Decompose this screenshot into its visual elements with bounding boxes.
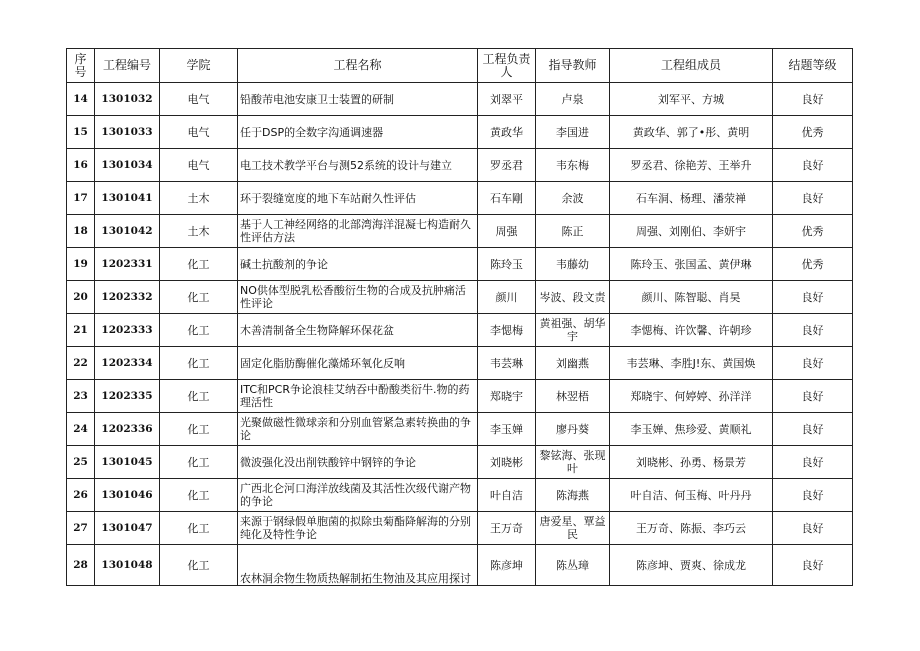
cell-project-title: 任于DSP的全数字沟通调速器 bbox=[238, 116, 478, 149]
cell-members: 李愢梅、许饮馨、许朝珍 bbox=[610, 314, 773, 347]
cell-college: 化工 bbox=[160, 413, 238, 446]
header-no: 序号 bbox=[67, 49, 95, 83]
cell-leader: 叶自洁 bbox=[478, 479, 536, 512]
cell-grade: 良好 bbox=[773, 446, 853, 479]
cell-college: 电气 bbox=[160, 83, 238, 116]
cell-leader: 周强 bbox=[478, 215, 536, 248]
cell-leader: 李愢梅 bbox=[478, 314, 536, 347]
cell-members: 韦芸琳、李胜J!东、黄国焕 bbox=[610, 347, 773, 380]
cell-advisor: 林翌梧 bbox=[536, 380, 610, 413]
cell-no: 14 bbox=[67, 83, 95, 116]
cell-members: 周强、刘刚伯、李妍宇 bbox=[610, 215, 773, 248]
cell-grade: 优秀 bbox=[773, 215, 853, 248]
cell-members: 石车洞、杨理、潘荥禅 bbox=[610, 182, 773, 215]
cell-members: 颜川、陈智聪、肖昊 bbox=[610, 281, 773, 314]
table-row bbox=[67, 314, 853, 347]
cell-advisor: 韦东梅 bbox=[536, 149, 610, 182]
cell-advisor: 陈正 bbox=[536, 215, 610, 248]
cell-project-title: 来源于钢绿假单胞菌的拟除虫菊酯降解海的分别纯化及特性争论 bbox=[238, 512, 478, 545]
cell-leader: 李玉婵 bbox=[478, 413, 536, 446]
cell-members: 郑晓宇、何婷婷、孙洋洋 bbox=[610, 380, 773, 413]
cell-project-id: 1301041 bbox=[95, 182, 160, 215]
cell-project-id: 1202336 bbox=[95, 413, 160, 446]
cell-no: 18 bbox=[67, 215, 95, 248]
cell-members: 罗丞君、徐艳芳、王举升 bbox=[610, 149, 773, 182]
cell-no: 17 bbox=[67, 182, 95, 215]
cell-members: 陈玲玉、张国孟、黄伊琳 bbox=[610, 248, 773, 281]
cell-leader: 刘晓彬 bbox=[478, 446, 536, 479]
cell-advisor: 黄祖强、胡华宇 bbox=[536, 314, 610, 347]
cell-project-title: 电工技术教学平台与测52系统的设计与建立 bbox=[238, 149, 478, 182]
cell-project-id: 1202333 bbox=[95, 314, 160, 347]
cell-project-title: 固定化脂肪酶催化藻烯环氧化反响 bbox=[238, 347, 478, 380]
cell-no: 20 bbox=[67, 281, 95, 314]
projects-table bbox=[66, 48, 853, 586]
cell-advisor: 卢泉 bbox=[536, 83, 610, 116]
cell-project-id: 1301032 bbox=[95, 83, 160, 116]
cell-project-id: 1301045 bbox=[95, 446, 160, 479]
cell-project-id: 1301046 bbox=[95, 479, 160, 512]
cell-project-title: 广西北仑河口海洋放线菌及其活性次级代谢产物的争论 bbox=[238, 479, 478, 512]
cell-members: 刘晓彬、孙勇、杨景芳 bbox=[610, 446, 773, 479]
cell-no: 25 bbox=[67, 446, 95, 479]
table-row bbox=[67, 545, 853, 586]
table-row bbox=[67, 281, 853, 314]
table-row bbox=[67, 248, 853, 281]
cell-college: 电气 bbox=[160, 149, 238, 182]
header-title: 工程名称 bbox=[238, 49, 478, 83]
cell-project-id: 1202332 bbox=[95, 281, 160, 314]
cell-grade: 良好 bbox=[773, 479, 853, 512]
cell-no: 15 bbox=[67, 116, 95, 149]
cell-project-title: 基于人工神经网络的北部湾海洋混凝七构造耐久性评估方法 bbox=[238, 215, 478, 248]
cell-leader: 罗丞君 bbox=[478, 149, 536, 182]
header-college: 学院 bbox=[160, 49, 238, 83]
cell-project-id: 1202335 bbox=[95, 380, 160, 413]
cell-leader: 黄政华 bbox=[478, 116, 536, 149]
cell-college: 电气 bbox=[160, 116, 238, 149]
table-row bbox=[67, 413, 853, 446]
cell-grade: 良好 bbox=[773, 413, 853, 446]
cell-project-title: 铅酸芾电池安康卫士装置的研制 bbox=[238, 83, 478, 116]
cell-project-title: 碱土抗酸剂的争论 bbox=[238, 248, 478, 281]
cell-college: 化工 bbox=[160, 347, 238, 380]
table-row bbox=[67, 347, 853, 380]
cell-project-id: 1301033 bbox=[95, 116, 160, 149]
table-row bbox=[67, 512, 853, 545]
cell-project-title: ITC和PCR争论浪桂艾纳吞中酚酸类衍牛.物的药理活性 bbox=[238, 380, 478, 413]
cell-grade: 良好 bbox=[773, 545, 853, 586]
cell-members: 黄政华、郭了•彤、黄明 bbox=[610, 116, 773, 149]
cell-members: 王万奇、陈振、李巧云 bbox=[610, 512, 773, 545]
cell-grade: 优秀 bbox=[773, 116, 853, 149]
cell-no: 26 bbox=[67, 479, 95, 512]
cell-advisor: 唐爱星、覃益民 bbox=[536, 512, 610, 545]
table-row bbox=[67, 149, 853, 182]
cell-no: 21 bbox=[67, 314, 95, 347]
cell-grade: 良好 bbox=[773, 149, 853, 182]
cell-project-title: 微波强化没出削铁酸锌中钢锌的争论 bbox=[238, 446, 478, 479]
cell-members: 陈彦坤、贾爽、徐成龙 bbox=[610, 545, 773, 586]
cell-college: 土木 bbox=[160, 215, 238, 248]
cell-project-title: 农林洞余物生物质热解制拓生物油及其应用探讨 bbox=[238, 545, 478, 586]
cell-no: 16 bbox=[67, 149, 95, 182]
cell-no: 28 bbox=[67, 545, 95, 586]
cell-grade: 良好 bbox=[773, 83, 853, 116]
cell-grade: 良好 bbox=[773, 314, 853, 347]
cell-advisor: 余波 bbox=[536, 182, 610, 215]
cell-members: 李玉婵、焦珍爱、黄顺礼 bbox=[610, 413, 773, 446]
cell-project-id: 1301047 bbox=[95, 512, 160, 545]
cell-college: 化工 bbox=[160, 545, 238, 586]
cell-college: 化工 bbox=[160, 281, 238, 314]
cell-no: 22 bbox=[67, 347, 95, 380]
cell-leader: 刘翠平 bbox=[478, 83, 536, 116]
cell-leader: 陈玲玉 bbox=[478, 248, 536, 281]
cell-project-id: 1301042 bbox=[95, 215, 160, 248]
cell-project-id: 1202334 bbox=[95, 347, 160, 380]
cell-project-title: 环于裂缝宽度的地下车站耐久性评估 bbox=[238, 182, 478, 215]
header-grade: 结题等级 bbox=[773, 49, 853, 83]
cell-grade: 良好 bbox=[773, 380, 853, 413]
cell-members: 刘军平、方城 bbox=[610, 83, 773, 116]
cell-project-title: 光聚做磁性微球亲和分别血管紧急素转换曲的争论 bbox=[238, 413, 478, 446]
cell-leader: 石车剛 bbox=[478, 182, 536, 215]
header-advisor: 指导教师 bbox=[536, 49, 610, 83]
cell-advisor: 黎铉海、张现叶 bbox=[536, 446, 610, 479]
cell-grade: 良好 bbox=[773, 281, 853, 314]
cell-college: 化工 bbox=[160, 314, 238, 347]
cell-grade: 良好 bbox=[773, 182, 853, 215]
cell-no: 19 bbox=[67, 248, 95, 281]
cell-college: 化工 bbox=[160, 446, 238, 479]
cell-advisor: 廖丹葵 bbox=[536, 413, 610, 446]
cell-no: 24 bbox=[67, 413, 95, 446]
header-leader: 工程负责人 bbox=[478, 49, 536, 83]
cell-leader: 韦芸琳 bbox=[478, 347, 536, 380]
cell-project-id: 1202331 bbox=[95, 248, 160, 281]
header-members: 工程组成员 bbox=[610, 49, 773, 83]
table-row bbox=[67, 83, 853, 116]
cell-advisor: 陈海燕 bbox=[536, 479, 610, 512]
cell-project-title: 木善清制备全生物降解环保花盆 bbox=[238, 314, 478, 347]
header-row bbox=[67, 49, 853, 83]
cell-project-id: 1301034 bbox=[95, 149, 160, 182]
cell-college: 化工 bbox=[160, 248, 238, 281]
cell-advisor: 岑波、段文责 bbox=[536, 281, 610, 314]
header-id: 工程编号 bbox=[95, 49, 160, 83]
table-row bbox=[67, 215, 853, 248]
table-row bbox=[67, 380, 853, 413]
cell-college: 土木 bbox=[160, 182, 238, 215]
cell-college: 化工 bbox=[160, 512, 238, 545]
table-row bbox=[67, 116, 853, 149]
cell-advisor: 陈丛璋 bbox=[536, 545, 610, 586]
cell-grade: 优秀 bbox=[773, 248, 853, 281]
cell-project-id: 1301048 bbox=[95, 545, 160, 586]
cell-leader: 陈彦坤 bbox=[478, 545, 536, 586]
cell-advisor: 刘幽燕 bbox=[536, 347, 610, 380]
cell-grade: 良好 bbox=[773, 512, 853, 545]
cell-no: 23 bbox=[67, 380, 95, 413]
table-row bbox=[67, 446, 853, 479]
cell-no: 27 bbox=[67, 512, 95, 545]
cell-members: 叶自洁、何玉梅、叶丹丹 bbox=[610, 479, 773, 512]
cell-college: 化工 bbox=[160, 380, 238, 413]
table-row bbox=[67, 182, 853, 215]
cell-college: 化工 bbox=[160, 479, 238, 512]
cell-advisor: 韦藤幼 bbox=[536, 248, 610, 281]
cell-project-title: NO供体型脱乳松香酸衍生物的合成及抗肿痛活性评论 bbox=[238, 281, 478, 314]
cell-leader: 郑晓宇 bbox=[478, 380, 536, 413]
cell-leader: 王万奇 bbox=[478, 512, 536, 545]
cell-grade: 良好 bbox=[773, 347, 853, 380]
cell-advisor: 李国进 bbox=[536, 116, 610, 149]
table-row bbox=[67, 479, 853, 512]
cell-leader: 颜川 bbox=[478, 281, 536, 314]
